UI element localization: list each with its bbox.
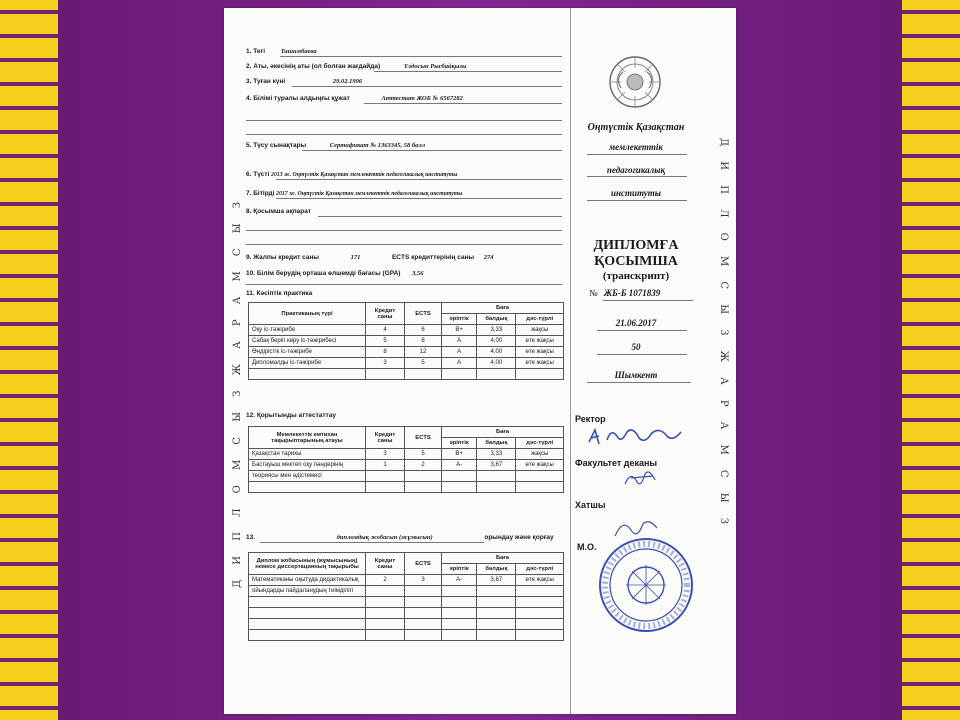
cover-region: Оңтүстік Қазақстан [587, 122, 685, 133]
state-emblem-icon [607, 54, 663, 110]
rector-signature-icon [585, 422, 695, 450]
table-row: Өндірістік іс-тәжірибе 8 12 A 4,00 өте жақсы [249, 347, 564, 358]
cover-registration-number: 50 [631, 342, 641, 352]
table-row: Қазақстан тарихы 3 5 B+ 3,33 жақсы [249, 449, 564, 460]
watermark-vertical-left: Д И П Л О М С Ы З Ж А Р А М С Ы З [232, 195, 243, 588]
field-total-credits: 9. Жалпы кредит саны 171 ECTS кредиттерінің саны 274 [246, 254, 494, 261]
table-row: Математиканы оқытуда дидактикалық 2 3 A- 3,67 өте жақсы [249, 575, 564, 586]
field-entrance-exams: 5. Түсу сынақтары Сертификат № 1363345, 58 балл [246, 142, 426, 149]
field-additional-info: 8. Қосымша ақпарат [246, 208, 312, 215]
table-row: теориясы мен әдістемесі [249, 471, 564, 482]
cover-city: Шымкент [614, 370, 658, 380]
stamp-place-label: М.О. [577, 542, 597, 552]
diploma-transcript-scan [224, 8, 736, 714]
cover-title-line1: ДИПЛОМҒА [593, 238, 679, 253]
cover-profile: педагогикалық [606, 165, 666, 175]
practice-table: Практиканың түрі Кредит саны ECTS Баға әріптік балдық дәс-түрлі Оқу іс-тәжірибе 4 6 B+ 3,33 жақсы Сабақ беріп көру іс-тәжірибесі 5 8 A 4,00 өте жақсы Өндірістік іс-тәжірибе 8 12 A 4,00 өте жақсы Дипломалды іс-тәжірибе 3 5 A 4,00 өте жақсы [248, 302, 564, 380]
watermark-vertical-right: Д И П Л О М С Ы З Ж А Р А М С Ы З [718, 138, 729, 531]
signature-dean-label: Факультет деканы [575, 458, 658, 468]
table-row: ойындарды пайдаланудың тиімділігі [249, 586, 564, 597]
ornament-border-right [902, 0, 960, 720]
field-entered: 6. Түсті 2013 ж. Оңтүстік Қазақстан мемлекеттік педагогикалық институты [246, 171, 458, 178]
section-attestation-title: 12. Қорытынды аттестаттау [246, 412, 336, 419]
field-surname: 1. Тегі Ташимбаева [246, 48, 317, 55]
supplement-cover [571, 8, 736, 714]
cover-type: мемлекеттік [609, 142, 663, 152]
field-name: 2. Аты, әкесінің аты (ол болған жағдайда) Үлдосын Рысбайқызы [246, 63, 467, 70]
signature-rector-label: Ректор [575, 414, 606, 424]
exam-table: Мемлекеттік емтихан тақырыптарының атауы Кредит саны ECTS Баға әріптік балдық дәс-түрлі Қазақстан тарихы 3 5 B+ 3,33 жақсы Бастауыш мектеп оқу пәндерінің 1 2 A- 3,67 өте жақсы теориясы мен әдістемесі [248, 426, 564, 493]
table-row: Дипломалды іс-тәжірибе 3 5 A 4,00 өте жақсы [249, 358, 564, 369]
section-practice-title: 11. Кәсіптік практика [246, 290, 313, 297]
thesis-table: Диплом жобасының (жұмысының) немесе диссертацияның тақырыбы Кредит саны ECTS Баға әріптік балдық дәс-түрлі Математиканы оқытуда дидактикалық 2 3 A- 3,67 өте жақсы ойындарды пайдаланудың тиімділігі [248, 552, 564, 641]
field-previous-document: 4. Білімі туралы алдыңғы құжат Аттестат ЖОБ № 6567282 [246, 95, 463, 102]
cover-organization: институты [610, 188, 662, 198]
ornament-border-left [0, 0, 58, 720]
table-row: Бастауыш мектеп оқу пәндерінің 1 2 A- 3,67 өте жақсы [249, 460, 564, 471]
signature-secretary-label: Хатшы [575, 500, 606, 510]
field-birth-date: 3. Туған күні 29.02.1996 [246, 78, 363, 85]
transcript-page [224, 8, 571, 714]
cover-number: № ЖБ-Б 1071839 [589, 288, 661, 298]
field-graduated: 7. Бітірді 2017 ж. Оңтүстік Қазақстан мемлекеттік педагогикалық институты [246, 190, 463, 197]
table-row: Сабақ беріп көру іс-тәжірибесі 5 8 A 4,00 өте жақсы [249, 336, 564, 347]
field-gpa: 10. Білім берудің орташа өлшемді бағасы (GPA) 3,56 [246, 270, 424, 277]
official-seal-icon [596, 535, 696, 635]
table-row: Оқу іс-тәжірибе 4 6 B+ 3,33 жақсы [249, 325, 564, 336]
dean-signature-icon [621, 466, 661, 490]
cover-date: 21.06.2017 [615, 318, 657, 328]
cover-title-line2: ҚОСЫМША [594, 254, 678, 269]
field-thesis: 13. дипломдық жобасын (жұмысын) орындау және қорғау [246, 534, 554, 541]
cover-title-line3: (транскрипт) [602, 270, 670, 282]
